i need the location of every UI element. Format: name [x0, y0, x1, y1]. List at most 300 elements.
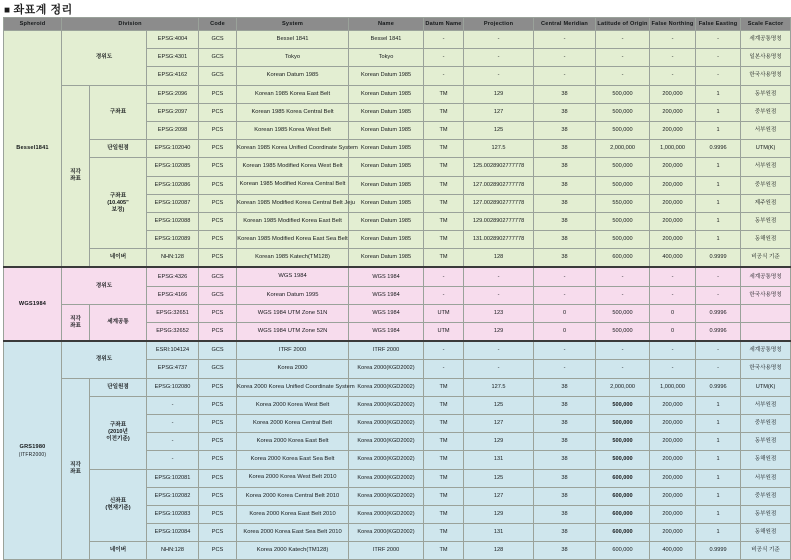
- latitude-of-origin-cell: 38: [534, 212, 596, 230]
- projection-cell: TM: [424, 158, 464, 176]
- name-cell: Korean 1985 Katech(TM128): [237, 249, 349, 268]
- scale-factor-cell: 1: [696, 487, 741, 505]
- division-cell: [90, 469, 147, 542]
- system-cell: PCS: [199, 140, 237, 158]
- code-cell: EPSG:4737: [147, 360, 199, 378]
- central-meridian-cell: 127: [464, 103, 534, 121]
- false-northing-cell: 2,000,000: [596, 140, 650, 158]
- projection-cell: -: [424, 67, 464, 85]
- name-cell: Korea 2000 Korea Unified Coordinate System: [237, 378, 349, 396]
- name-cell: Korea 2000 Korea Central Belt: [237, 414, 349, 432]
- system-cell: GCS: [199, 49, 237, 67]
- system-cell: PCS: [199, 176, 237, 194]
- remark-cell: UTM(K): [741, 140, 791, 158]
- column-header-scale-factor: Scale Factor: [741, 18, 791, 31]
- scale-factor-cell: -: [696, 49, 741, 67]
- false-easting-cell: 1,000,000: [650, 140, 696, 158]
- remark-cell: 동해원점: [741, 524, 791, 542]
- name-cell: Tokyo: [237, 49, 349, 67]
- name-cell: Korean 1985 Korea Central Belt: [237, 103, 349, 121]
- table-row: [4, 378, 791, 396]
- division-cell: [90, 85, 147, 140]
- scale-factor-cell: -: [696, 31, 741, 49]
- false-northing-cell: 500,000: [596, 304, 650, 322]
- datum-name-cell: Korean Datum 1985: [349, 212, 424, 230]
- remark-cell: 동해원점: [741, 451, 791, 469]
- projection-cell: TM: [424, 249, 464, 268]
- code-cell: ESRI:104124: [147, 341, 199, 360]
- projection-cell: UTM: [424, 304, 464, 322]
- system-cell: GCS: [199, 67, 237, 85]
- datum-name-cell: Korea 2000(KGD2002): [349, 469, 424, 487]
- false-easting-cell: 200,000: [650, 396, 696, 414]
- remark-cell: 일본사용명칭: [741, 49, 791, 67]
- datum-name-cell: WGS 1984: [349, 304, 424, 322]
- remark-cell: 제주원점: [741, 194, 791, 212]
- spheroid-cell: [4, 31, 62, 268]
- datum-name-cell: WGS 1984: [349, 286, 424, 304]
- central-meridian-cell: 125.0028902777778: [464, 158, 534, 176]
- system-cell: GCS: [199, 360, 237, 378]
- datum-name-cell: Korea 2000(KGD2002): [349, 451, 424, 469]
- false-northing-cell: 600,000: [596, 505, 650, 523]
- latitude-of-origin-cell: -: [534, 341, 596, 360]
- projection-cell: TM: [424, 140, 464, 158]
- name-cell: Korean 1985 Korea West Belt: [237, 121, 349, 139]
- remark-cell: 중부원점: [741, 103, 791, 121]
- code-cell: EPSG:4162: [147, 67, 199, 85]
- division-cell: [90, 396, 147, 469]
- remark-cell: 한국사용명칭: [741, 360, 791, 378]
- central-meridian-cell: 129: [464, 433, 534, 451]
- central-meridian-cell: 129.0028902777778: [464, 212, 534, 230]
- datum-name-cell: Korean Datum 1985: [349, 121, 424, 139]
- latitude-of-origin-cell: 38: [534, 396, 596, 414]
- projection-cell: -: [424, 360, 464, 378]
- column-header-system: System: [237, 18, 349, 31]
- false-northing-cell: 600,000: [596, 524, 650, 542]
- datum-name-cell: Korean Datum 1985: [349, 85, 424, 103]
- column-header-datum-name: Datum Name: [424, 18, 464, 31]
- name-cell: Korean 1985 Korea East Belt: [237, 85, 349, 103]
- system-cell: PCS: [199, 487, 237, 505]
- datum-name-cell: Korea 2000(KGD2002): [349, 396, 424, 414]
- latitude-of-origin-cell: -: [534, 267, 596, 286]
- column-header-projection: Projection: [464, 18, 534, 31]
- false-northing-cell: -: [596, 286, 650, 304]
- table-row: [4, 31, 791, 49]
- projection-cell: TM: [424, 505, 464, 523]
- remark-cell: [741, 304, 791, 322]
- table-row: [4, 267, 791, 286]
- system-cell: PCS: [199, 158, 237, 176]
- code-cell: EPSG:4301: [147, 49, 199, 67]
- name-cell: Korea 2000 Korea East Belt 2010: [237, 505, 349, 523]
- system-cell: PCS: [199, 304, 237, 322]
- code-cell: EPSG:102086: [147, 176, 199, 194]
- spheroid-name: Bessel1841: [16, 145, 49, 152]
- code-cell: EPSG:2098: [147, 121, 199, 139]
- projection-cell: TM: [424, 414, 464, 432]
- name-cell: Korea 2000 Korea Central Belt 2010: [237, 487, 349, 505]
- remark-cell: 서부원점: [741, 469, 791, 487]
- false-easting-cell: 200,000: [650, 433, 696, 451]
- code-cell: EPSG:102085: [147, 158, 199, 176]
- remark-cell: 서부원점: [741, 158, 791, 176]
- remark-cell: 서부원점: [741, 121, 791, 139]
- name-cell: WGS 1984 UTM Zone 51N: [237, 304, 349, 322]
- name-cell: Korea 2000 Katech(TM128): [237, 542, 349, 560]
- false-northing-cell: 500,000: [596, 103, 650, 121]
- remark-cell: 동부원점: [741, 212, 791, 230]
- remark-cell: 중부원점: [741, 176, 791, 194]
- table-row: [4, 542, 791, 560]
- table-row: [4, 140, 791, 158]
- scale-factor-cell: -: [696, 267, 741, 286]
- code-cell: -: [147, 451, 199, 469]
- column-header-central-meridian: Central Meridian: [534, 18, 596, 31]
- projection-cell: -: [424, 341, 464, 360]
- code-cell: EPSG:102080: [147, 378, 199, 396]
- projection-cell: TM: [424, 231, 464, 249]
- central-meridian-cell: 125: [464, 121, 534, 139]
- false-northing-cell: 500,000: [596, 85, 650, 103]
- remark-cell: [741, 323, 791, 342]
- code-cell: EPSG:102089: [147, 231, 199, 249]
- datum-name-cell: Korean Datum 1985: [349, 158, 424, 176]
- code-cell: NHN:128: [147, 542, 199, 560]
- page-title-text: 좌표계 정리: [13, 4, 73, 16]
- latitude-of-origin-cell: -: [534, 360, 596, 378]
- name-cell: Korean 1985 Modified Korea Central Belt: [237, 176, 349, 194]
- remark-cell: 한국사용명칭: [741, 67, 791, 85]
- projection-cell: UTM: [424, 323, 464, 342]
- central-meridian-cell: 127.5: [464, 140, 534, 158]
- division-label: 구좌표: [109, 192, 127, 199]
- division-cell: [90, 158, 147, 249]
- remark-cell: 비공식 기준: [741, 249, 791, 268]
- false-northing-cell: 600,000: [596, 469, 650, 487]
- division-label: 경위도: [95, 356, 113, 363]
- false-easting-cell: 0: [650, 323, 696, 342]
- system-cell: PCS: [199, 433, 237, 451]
- code-cell: EPSG:102088: [147, 212, 199, 230]
- code-cell: EPSG:4004: [147, 31, 199, 49]
- remark-cell: 비공식 기준: [741, 542, 791, 560]
- table-row: [4, 85, 791, 103]
- datum-name-cell: WGS 1984: [349, 267, 424, 286]
- latitude-of-origin-cell: -: [534, 31, 596, 49]
- projection-cell: TM: [424, 433, 464, 451]
- central-meridian-cell: -: [464, 67, 534, 85]
- scale-factor-cell: 1: [696, 176, 741, 194]
- false-easting-cell: 200,000: [650, 487, 696, 505]
- false-easting-cell: -: [650, 286, 696, 304]
- scale-factor-cell: 1: [696, 505, 741, 523]
- table-body: [4, 31, 791, 560]
- division-label: 단일원점: [107, 145, 129, 152]
- central-meridian-cell: -: [464, 286, 534, 304]
- latitude-of-origin-cell: 38: [534, 121, 596, 139]
- false-easting-cell: -: [650, 31, 696, 49]
- scale-factor-cell: -: [696, 67, 741, 85]
- projection-cell: TM: [424, 396, 464, 414]
- latitude-of-origin-cell: 38: [534, 524, 596, 542]
- latitude-of-origin-cell: 38: [534, 176, 596, 194]
- central-meridian-cell: -: [464, 341, 534, 360]
- division-label: 세계공통: [107, 319, 129, 325]
- datum-name-cell: Bessel 1841: [349, 31, 424, 49]
- false-northing-cell: 500,000: [596, 396, 650, 414]
- remark-cell: 동부원점: [741, 433, 791, 451]
- latitude-of-origin-cell: 0: [534, 304, 596, 322]
- central-meridian-cell: -: [464, 31, 534, 49]
- bullet-square-icon: ■: [4, 5, 11, 16]
- scale-factor-cell: 1: [696, 469, 741, 487]
- system-cell: PCS: [199, 212, 237, 230]
- projection-cell: -: [424, 286, 464, 304]
- latitude-of-origin-cell: 38: [534, 433, 596, 451]
- division-label: 네이버: [109, 547, 127, 554]
- system-cell: PCS: [199, 103, 237, 121]
- division-cell: [90, 304, 147, 341]
- scale-factor-cell: 1: [696, 103, 741, 121]
- column-header-latitude-of-origin: Latitude of Origin: [596, 18, 650, 31]
- division-rect-coordinate-cell: 직각 좌표: [62, 304, 90, 341]
- projection-cell: TM: [424, 85, 464, 103]
- scale-factor-cell: 1: [696, 194, 741, 212]
- scale-factor-cell: 1: [696, 158, 741, 176]
- code-cell: EPSG:2096: [147, 85, 199, 103]
- column-header-division: Division: [62, 18, 199, 31]
- false-easting-cell: 200,000: [650, 524, 696, 542]
- system-cell: PCS: [199, 396, 237, 414]
- false-easting-cell: 200,000: [650, 505, 696, 523]
- latitude-of-origin-cell: 38: [534, 249, 596, 268]
- system-cell: PCS: [199, 231, 237, 249]
- central-meridian-cell: 128: [464, 249, 534, 268]
- scale-factor-cell: 1: [696, 414, 741, 432]
- datum-name-cell: Korean Datum 1985: [349, 103, 424, 121]
- system-cell: GCS: [199, 341, 237, 360]
- name-cell: Korean 1985 Modified Korea East Sea Belt: [237, 231, 349, 249]
- division-cell: [90, 378, 147, 396]
- projection-cell: TM: [424, 378, 464, 396]
- code-cell: EPSG:4326: [147, 267, 199, 286]
- division-label: 구좌표: [109, 108, 127, 115]
- scale-factor-cell: 1: [696, 231, 741, 249]
- latitude-of-origin-cell: 38: [534, 85, 596, 103]
- latitude-of-origin-cell: 38: [534, 231, 596, 249]
- false-northing-cell: 500,000: [596, 176, 650, 194]
- system-cell: PCS: [199, 451, 237, 469]
- latitude-of-origin-cell: 38: [534, 378, 596, 396]
- division-rect-coordinate-cell: 직각 좌표: [62, 378, 90, 560]
- central-meridian-cell: 123: [464, 304, 534, 322]
- page-title: [4, 1, 73, 17]
- latitude-of-origin-cell: 38: [534, 140, 596, 158]
- division-label: 구좌표: [109, 422, 127, 429]
- central-meridian-cell: 127: [464, 414, 534, 432]
- false-easting-cell: 200,000: [650, 231, 696, 249]
- name-cell: Korean 1985 Modified Korea West Belt: [237, 158, 349, 176]
- code-cell: -: [147, 396, 199, 414]
- system-cell: GCS: [199, 286, 237, 304]
- division-cell: [62, 341, 147, 378]
- false-easting-cell: 200,000: [650, 85, 696, 103]
- false-easting-cell: 0: [650, 304, 696, 322]
- projection-cell: TM: [424, 194, 464, 212]
- datum-name-cell: Korea 2000(KGD2002): [349, 414, 424, 432]
- column-header-spheroid: Spheroid: [4, 18, 62, 31]
- projection-cell: TM: [424, 103, 464, 121]
- false-northing-cell: -: [596, 67, 650, 85]
- remark-cell: 한국사용명칭: [741, 286, 791, 304]
- system-cell: PCS: [199, 323, 237, 342]
- scale-factor-cell: 1: [696, 433, 741, 451]
- latitude-of-origin-cell: 38: [534, 194, 596, 212]
- false-easting-cell: 200,000: [650, 176, 696, 194]
- scale-factor-cell: 0.9999: [696, 249, 741, 268]
- name-cell: Korea 2000 Korea East Sea Belt 2010: [237, 524, 349, 542]
- code-cell: EPSG:4166: [147, 286, 199, 304]
- scale-factor-cell: 1: [696, 121, 741, 139]
- division-label: 경위도: [95, 282, 113, 289]
- central-meridian-cell: 131.0028902777778: [464, 231, 534, 249]
- table-row: [4, 341, 791, 360]
- system-cell: GCS: [199, 267, 237, 286]
- name-cell: Korean 1985 Korea Unified Coordinate System: [237, 140, 349, 158]
- remark-cell: UTM(K): [741, 378, 791, 396]
- projection-cell: -: [424, 267, 464, 286]
- division-sub-label: (현재기준): [105, 505, 131, 512]
- name-cell: Korean 1985 Modified Korea East Belt: [237, 212, 349, 230]
- datum-name-cell: ITRF 2000: [349, 542, 424, 560]
- datum-name-cell: Korean Datum 1985: [349, 67, 424, 85]
- projection-cell: -: [424, 49, 464, 67]
- false-northing-cell: 600,000: [596, 487, 650, 505]
- false-northing-cell: 500,000: [596, 212, 650, 230]
- spheroid-name: WGS1984: [18, 300, 47, 307]
- false-northing-cell: 500,000: [596, 231, 650, 249]
- column-header-false-easting: False Easting: [696, 18, 741, 31]
- remark-cell: 동부원점: [741, 505, 791, 523]
- code-cell: EPSG:102083: [147, 505, 199, 523]
- datum-name-cell: Korea 2000(KGD2002): [349, 487, 424, 505]
- division-sub-label: (10.405" 보정): [107, 199, 129, 213]
- code-cell: EPSG:102040: [147, 140, 199, 158]
- name-cell: Korea 2000 Korea East Belt: [237, 433, 349, 451]
- scale-factor-cell: 0.9999: [696, 542, 741, 560]
- code-cell: EPSG:32652: [147, 323, 199, 342]
- central-meridian-cell: 125: [464, 469, 534, 487]
- remark-cell: 서부원점: [741, 396, 791, 414]
- datum-name-cell: Korea 2000(KGD2002): [349, 524, 424, 542]
- projection-cell: TM: [424, 542, 464, 560]
- datum-name-cell: Tokyo: [349, 49, 424, 67]
- scale-factor-cell: -: [696, 286, 741, 304]
- name-cell: Bessel 1841: [237, 31, 349, 49]
- false-easting-cell: -: [650, 49, 696, 67]
- latitude-of-origin-cell: 38: [534, 542, 596, 560]
- false-easting-cell: -: [650, 360, 696, 378]
- central-meridian-cell: -: [464, 267, 534, 286]
- system-cell: GCS: [199, 31, 237, 49]
- false-northing-cell: 500,000: [596, 433, 650, 451]
- false-northing-cell: 500,000: [596, 121, 650, 139]
- false-easting-cell: -: [650, 341, 696, 360]
- spheroid-cell: [4, 341, 62, 560]
- column-header-name: Name: [349, 18, 424, 31]
- coordinate-systems-table: [3, 17, 791, 560]
- projection-cell: -: [424, 31, 464, 49]
- table-row: [4, 469, 791, 487]
- code-cell: EPSG:102087: [147, 194, 199, 212]
- system-cell: PCS: [199, 469, 237, 487]
- central-meridian-cell: -: [464, 360, 534, 378]
- false-northing-cell: -: [596, 49, 650, 67]
- central-meridian-cell: 129: [464, 323, 534, 342]
- latitude-of-origin-cell: 38: [534, 158, 596, 176]
- false-northing-cell: 500,000: [596, 414, 650, 432]
- projection-cell: TM: [424, 212, 464, 230]
- remark-cell: 세계공통명칭: [741, 267, 791, 286]
- false-easting-cell: 200,000: [650, 469, 696, 487]
- false-northing-cell: 550,000: [596, 194, 650, 212]
- false-easting-cell: 200,000: [650, 212, 696, 230]
- latitude-of-origin-cell: 38: [534, 487, 596, 505]
- false-northing-cell: 500,000: [596, 323, 650, 342]
- table-row: [4, 158, 791, 176]
- projection-cell: TM: [424, 524, 464, 542]
- central-meridian-cell: 129: [464, 505, 534, 523]
- division-rect-coordinate-cell: 직각 좌표: [62, 85, 90, 267]
- central-meridian-cell: 131: [464, 451, 534, 469]
- latitude-of-origin-cell: 38: [534, 414, 596, 432]
- scale-factor-cell: 1: [696, 524, 741, 542]
- division-label: 신좌표: [109, 498, 127, 505]
- false-northing-cell: 600,000: [596, 542, 650, 560]
- false-northing-cell: 600,000: [596, 249, 650, 268]
- scale-factor-cell: 0.9996: [696, 378, 741, 396]
- spheroid-cell: [4, 267, 62, 341]
- central-meridian-cell: 127.0028902777778: [464, 194, 534, 212]
- division-cell: [62, 267, 147, 304]
- division-label: 단일원점: [107, 383, 129, 390]
- code-cell: -: [147, 433, 199, 451]
- false-easting-cell: 200,000: [650, 451, 696, 469]
- central-meridian-cell: 129: [464, 85, 534, 103]
- system-cell: PCS: [199, 85, 237, 103]
- code-cell: NHN:128: [147, 249, 199, 268]
- code-cell: EPSG:102084: [147, 524, 199, 542]
- code-cell: EPSG:102082: [147, 487, 199, 505]
- remark-cell: 중부원점: [741, 414, 791, 432]
- datum-name-cell: Korean Datum 1985: [349, 176, 424, 194]
- projection-cell: TM: [424, 121, 464, 139]
- false-easting-cell: 200,000: [650, 414, 696, 432]
- datum-name-cell: Korean Datum 1985: [349, 194, 424, 212]
- code-cell: EPSG:32651: [147, 304, 199, 322]
- system-cell: PCS: [199, 121, 237, 139]
- scale-factor-cell: 0.9996: [696, 323, 741, 342]
- false-northing-cell: -: [596, 360, 650, 378]
- scale-factor-cell: 1: [696, 85, 741, 103]
- datum-name-cell: Korea 2000(KGD2002): [349, 378, 424, 396]
- division-cell: [62, 31, 147, 86]
- projection-cell: TM: [424, 469, 464, 487]
- scale-factor-cell: 0.9996: [696, 140, 741, 158]
